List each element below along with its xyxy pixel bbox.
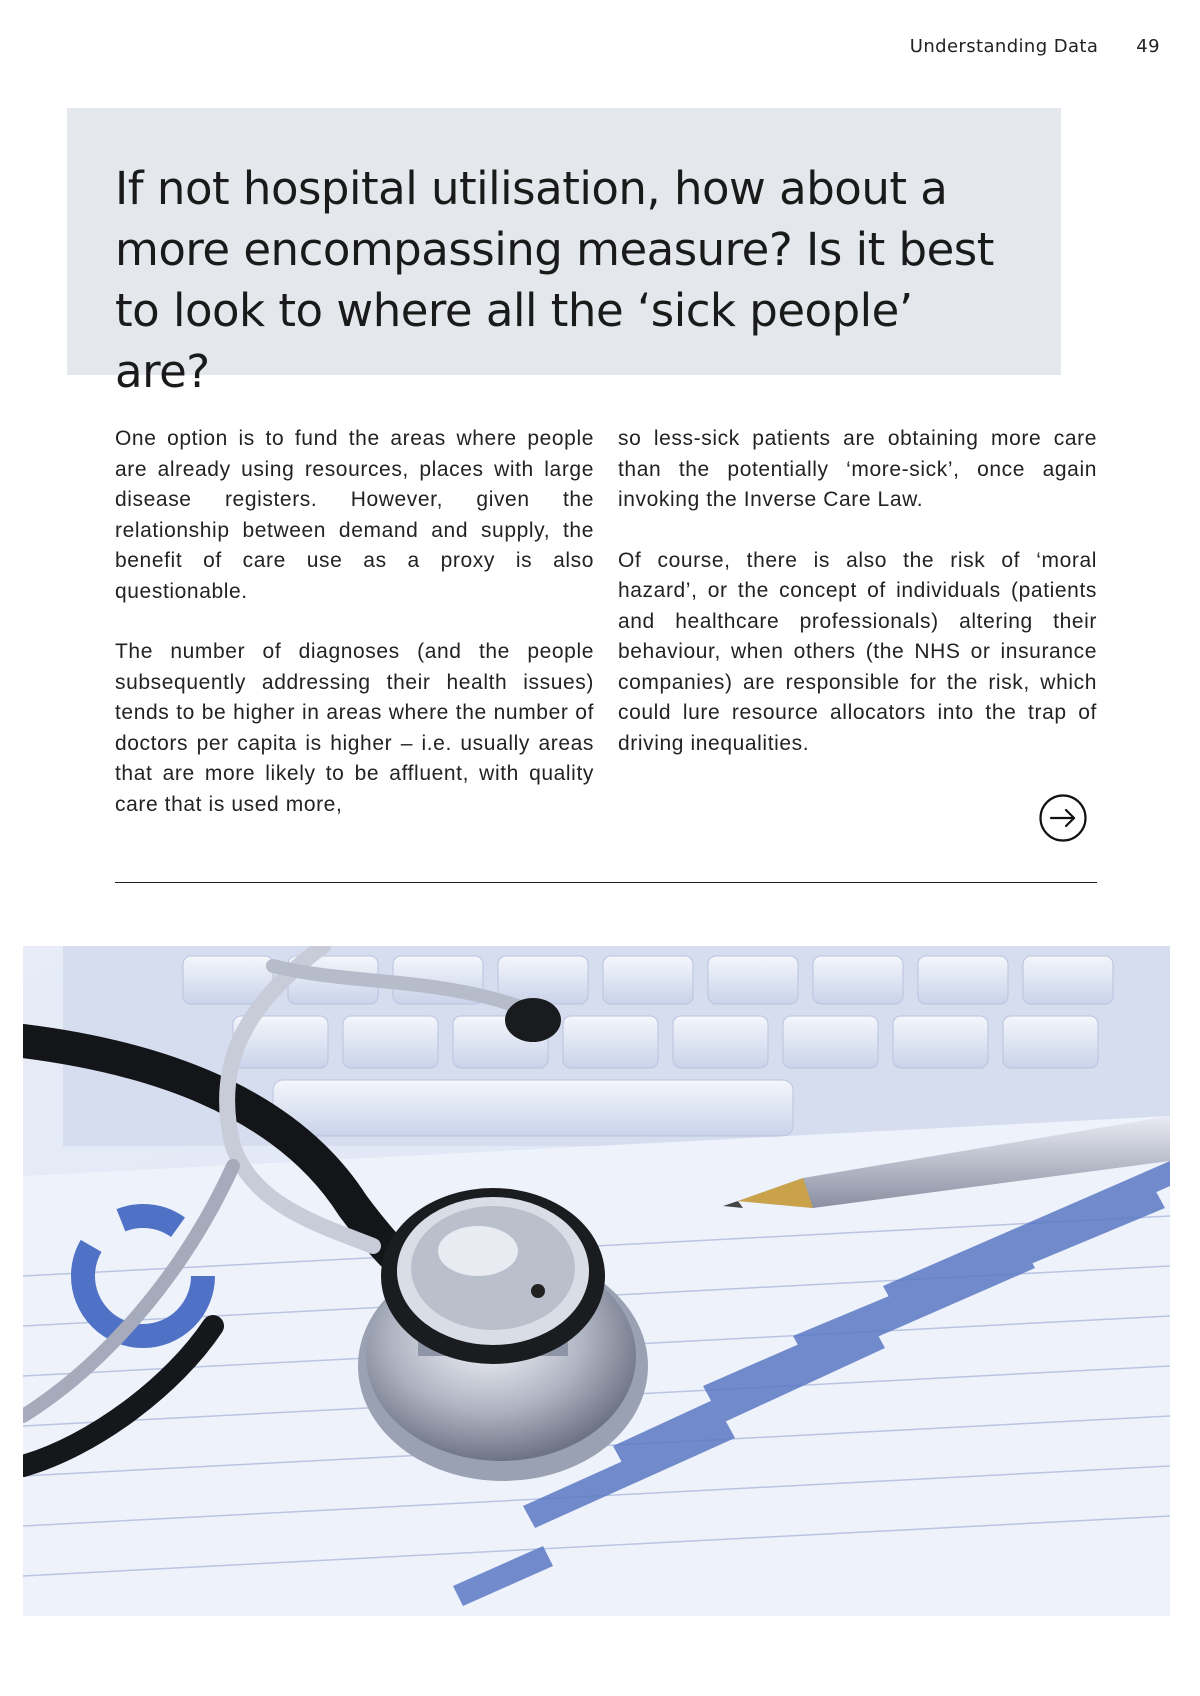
page-number: 49 [1136,36,1160,57]
paragraph: so less-sick patients are obtaining more care than the potentially ‘more-sick’, once again invoking the Inverse Care Law. [618,427,1097,511]
left-column [115,424,594,850]
ear-tip [505,998,561,1042]
paragraph: One option is to fund the areas where people are already using resources, places with large disease registers. However, given the relationship between demand and supply, the benefit of care use as a proxy is also questionable. [115,427,594,603]
divider [115,882,1097,883]
stethoscope-illustration [23,946,1170,1616]
body-columns [115,424,1097,850]
paragraph: The number of diagnoses (and the people subsequently addressing their health issues) tends to be higher in areas where the number of doctors per capita is higher – i.e. usually areas that are more likely to be affluent, with quality care that is used more, [115,640,594,816]
section-title: Understanding Data [909,36,1099,57]
right-column [618,424,1097,850]
paragraph: Of course, there is also the risk of ‘moral hazard’, or the concept of individuals (patients and healthcare professionals) altering their behaviour, when others (the NHS or insurance companies) are responsible for the risk, which could lure resource allocators into the trap of driving inequalities. [618,548,1097,755]
arrow-right-circle-icon[interactable] [1038,793,1088,843]
callout-box [67,108,1061,398]
stethoscope-photo [23,946,1170,1616]
callout-heading: If not hospital utilisation, how about a more encompassing measure? Is it best to look to where all the ‘sick people’ are? [115,162,994,398]
running-header [910,36,1160,57]
